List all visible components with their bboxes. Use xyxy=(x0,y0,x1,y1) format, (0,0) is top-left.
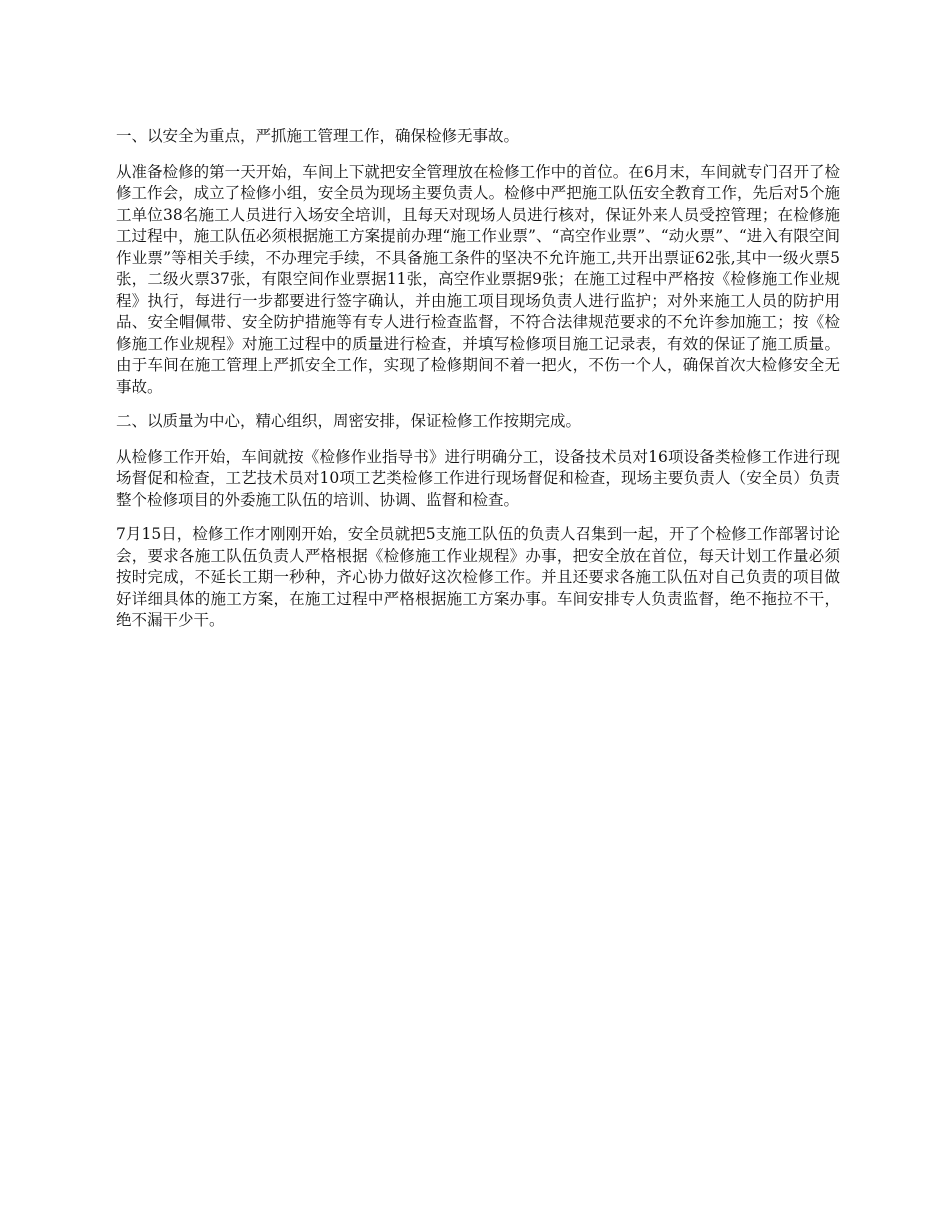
paragraph-safety-management: 从准备检修的第一天开始，车间上下就把安全管理放在检修工作中的首位。在6月末，车间就专门召开了检修工作会，成立了检修小组，安全员为现场主要负责人。检修中严把施工队伍安全教育工作，先后对5个施工单位38名施工人员进行入场安全培训，且每天对现场人员进行核对，保证外来人员受控管理；在检修施工过程中，施工队伍必须根据施工方案提前办理“施工作业票”、“高空作业票”、“动火票”、“进入有限空间作业票”等相关手续，不办理完手续，不具备施工条件的坚决不允许施工,共开出票证62张,其中一级火票5张，二级火票37张，有限空间作业票据11张，高空作业票据9张；在施工过程中严格按《检修施工作业规程》执行，每进行一步都要进行签字确认，并由施工项目现场负责人进行监护；对外来施工人员的防护用品、安全帽佩带、安全防护措施等有专人进行检查监督，不符合法律规范要求的不允许参加施工；按《检修施工作业规程》对施工过程中的质量进行检查，并填写检修项目施工记录表，有效的保证了施工质量。由于车间在施工管理上严抓安全工作，实现了检修期间不着一把火，不伤一个人，确保首次大检修安全无事故。 xyxy=(116,162,840,396)
paragraph-division-of-work: 从检修工作开始，车间就按《检修作业指导书》进行明确分工，设备技术员对16项设备类检修工作进行现场督促和检查，工艺技术员对10项工艺类检修工作进行现场督促和检查，现场主要负责人（安全员）负责整个检修项目的外委施工队伍的培训、协调、监督和检查。 xyxy=(116,447,840,509)
section-heading-safety: 一、以安全为重点，严抓施工管理工作，确保检修无事故。 xyxy=(116,127,520,145)
section-heading-quality: 二、以质量为中心，精心组织，周密安排，保证检修工作按期完成。 xyxy=(116,412,582,430)
document-body xyxy=(116,126,840,645)
paragraph-deployment-meeting: 7月15日，检修工作才刚刚开始，安全员就把5支施工队伍的负责人召集到一起，开了个检修工作部署讨论会，要求各施工队伍负责人严格根据《检修施工作业规程》办事，把安全放在首位，每天计划工作量必须按时完成，不延长工期一秒种，齐心协力做好这次检修工作。并且还要求各施工队伍对自己负责的项目做好详细具体的施工方案，在施工过程中严格根据施工方案办事。车间安排专人负责监督，绝不拖拉不干，绝不漏干少干。 xyxy=(116,525,840,629)
